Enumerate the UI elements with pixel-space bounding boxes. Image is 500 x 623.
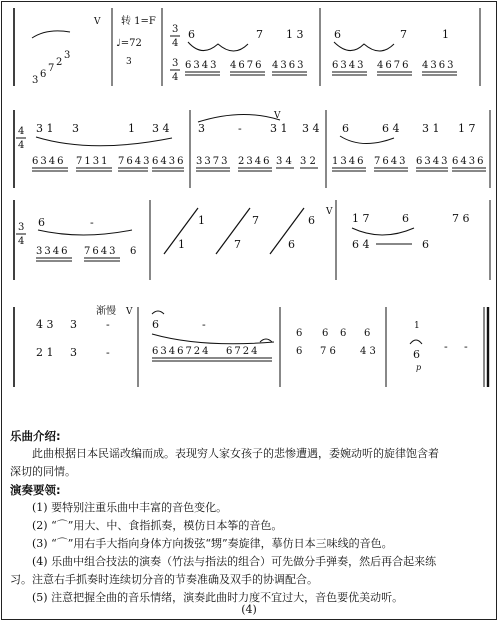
note-top: 1 7 xyxy=(352,212,370,225)
time-sig-bottom: 4 xyxy=(172,38,179,49)
tip-item: (2) “⌒”用大、中、食指抓奏，模仿日本筝的音色。 xyxy=(32,519,283,532)
note-top: 1 xyxy=(414,321,420,331)
tempo-expression: 渐慢 xyxy=(96,306,116,317)
note-top: - xyxy=(238,122,242,135)
note-top: 6 4 xyxy=(382,122,400,135)
note-bottom: 2346 xyxy=(238,156,272,167)
music-score xyxy=(2,2,498,422)
rest: - xyxy=(464,340,468,353)
score-line-1 xyxy=(14,8,480,86)
note-bottom: 4 3 xyxy=(360,346,376,357)
score-line-2 xyxy=(14,110,490,188)
svg-text:6: 6 xyxy=(40,69,47,80)
breath-mark: V xyxy=(126,307,133,317)
time-sig-bottom: 4 xyxy=(172,72,179,83)
note-top: - xyxy=(106,318,110,331)
dynamic-mark: p xyxy=(416,363,422,372)
note-top: - xyxy=(202,318,206,331)
glissando-notes: 3 xyxy=(32,75,39,86)
note-top: 4 3 xyxy=(36,318,54,331)
note-bottom: 6 xyxy=(413,348,420,361)
note-bottom: 7643 xyxy=(118,156,152,167)
time-sig-top: 3 xyxy=(172,58,179,69)
tip-item-cont: 习。注意右手抓奏时连续切分音的节奏准确及双手的协调配合。 xyxy=(10,573,318,586)
note-bottom: 4363 xyxy=(272,60,306,71)
note-bottom: 6436 xyxy=(152,156,186,167)
note-bottom: 3 4 xyxy=(276,156,292,167)
note-top: 6 xyxy=(322,328,329,339)
note-bottom: 6436 xyxy=(452,156,486,167)
note-top: 6 xyxy=(152,318,159,331)
note-bottom: 4676 xyxy=(230,60,264,71)
tip-item: (1) 要特别注重乐曲中丰富的音色变化。 xyxy=(32,501,228,514)
note-bottom: 7643 xyxy=(84,246,118,257)
tip-item: (5) 注意把握全曲的音乐情绪，演奏此曲时力度不宜过大，音色要优美动听。 xyxy=(32,591,404,604)
time-sig-top: 3 xyxy=(172,24,179,35)
intro-heading: 乐曲介绍: xyxy=(10,429,61,443)
time-sig-bottom: 4 xyxy=(18,236,25,247)
note-top: 7 6 xyxy=(452,212,470,225)
note-top: 3 xyxy=(198,122,205,135)
note-top: 6 xyxy=(402,212,409,225)
note-bottom: 3346 xyxy=(36,246,70,257)
note-bottom: 6 xyxy=(130,246,137,257)
note-bottom: 6724 xyxy=(226,346,260,357)
note-top: - xyxy=(90,216,94,229)
svg-text:2: 2 xyxy=(56,57,63,68)
page-number: (4) xyxy=(241,603,257,616)
note-bottom: 1 xyxy=(178,238,185,251)
note-top: 3 4 xyxy=(152,122,170,135)
note-top: 3 1 xyxy=(422,122,440,135)
note-bottom: 6343 xyxy=(185,60,219,71)
note-bottom: 6346724 xyxy=(152,346,211,357)
note-bottom: 6343 xyxy=(416,156,450,167)
note-top: 3 xyxy=(70,318,77,331)
time-sig-bottom: 4 xyxy=(18,140,25,151)
note-bottom: - xyxy=(106,346,110,359)
note-bottom: 6346 xyxy=(32,156,66,167)
svg-text:7: 7 xyxy=(48,63,55,74)
note-bottom: 6 xyxy=(296,346,303,357)
note-top: 3 1 xyxy=(36,122,54,135)
note-bottom: 1346 xyxy=(332,156,366,167)
note-top: 6 xyxy=(364,328,371,339)
notes-section xyxy=(10,427,492,607)
note-top: 6 xyxy=(188,28,195,41)
note-top: 7 xyxy=(252,214,259,227)
note-top: 6 xyxy=(308,214,315,227)
rest: - xyxy=(444,340,448,353)
score-line-3 xyxy=(14,200,490,280)
note-bottom: 3 xyxy=(70,346,77,359)
note-top: 6 xyxy=(38,216,45,229)
intro-text: 此曲根据日本民谣改编而成。表现穷人家女孩子的悲惨遭遇，委婉动听的旋律饱含着 xyxy=(32,447,439,460)
tempo-sub: 3 xyxy=(126,57,132,67)
note-bottom: 6343 xyxy=(332,60,366,71)
note-bottom: 3 2 xyxy=(300,156,316,167)
note-top: 1 7 xyxy=(458,122,476,135)
note-top: 1 xyxy=(198,214,205,227)
breath-mark: V xyxy=(94,17,101,27)
note-top: 6 xyxy=(342,122,349,135)
breath-mark: V xyxy=(274,111,281,121)
note-bottom: 7131 xyxy=(76,156,110,167)
tip-item: (3) “⌒”用右手大指向身体方向拨弦“甥”奏旋律，摹仿日本三味线的音色。 xyxy=(32,537,393,550)
page-frame xyxy=(1,1,497,620)
note-top: 1 xyxy=(442,28,449,41)
note-bottom: 6 xyxy=(422,238,429,251)
note-top: 7 xyxy=(256,28,263,41)
note-bottom: 4363 xyxy=(422,60,456,71)
svg-text:3: 3 xyxy=(64,50,71,61)
note-top: 6 xyxy=(296,328,303,339)
note-bottom: 6 4 xyxy=(352,238,370,251)
note-top: 6 xyxy=(334,28,341,41)
note-bottom: 3373 xyxy=(196,156,230,167)
note-top: 7 xyxy=(400,28,407,41)
time-sig-top: 3 xyxy=(18,222,25,233)
breath-mark: V xyxy=(326,207,333,217)
note-bottom: 4676 xyxy=(377,60,411,71)
intro-text-cont: 深切的同情。 xyxy=(10,465,76,478)
note-bottom: 7643 xyxy=(374,156,408,167)
note-bottom: 7 6 xyxy=(320,346,336,357)
note-top: 6 xyxy=(340,328,347,339)
tip-item: (4) 乐曲中组合技法的演奏（竹法与指法的组合）可先做分手弹奏，然后再合起来练 xyxy=(32,555,437,568)
note-top: 1 3 xyxy=(286,28,304,41)
tips-heading: 演奏要领: xyxy=(10,483,61,497)
note-bottom: 7 xyxy=(234,238,241,251)
time-sig-top: 4 xyxy=(18,126,25,137)
score-line-4 xyxy=(14,304,488,387)
key-change: 转 1=F xyxy=(121,16,156,27)
note-top: 3 xyxy=(72,122,79,135)
note-top: 1 xyxy=(128,122,135,135)
note-bottom: 2 1 xyxy=(36,346,54,359)
note-bottom: 6 xyxy=(288,238,295,251)
tempo-mark: ♩=72 xyxy=(116,38,142,49)
note-top: 3 1 xyxy=(270,122,288,135)
note-top: 3 4 xyxy=(302,122,320,135)
